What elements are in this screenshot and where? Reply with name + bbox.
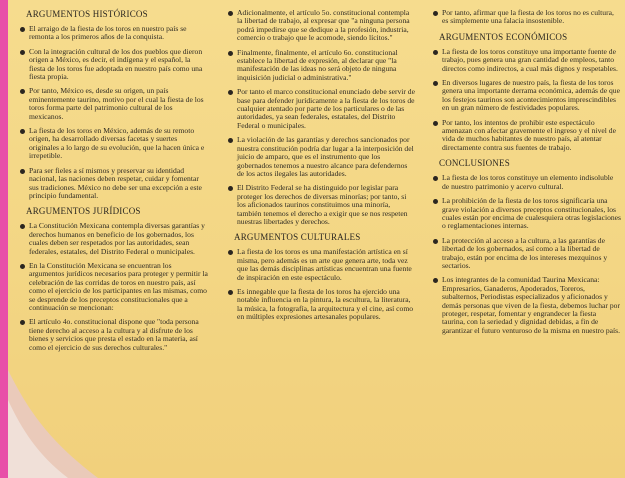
heading-historicos: ARGUMENTOS HISTÓRICOS: [26, 9, 148, 19]
bullet-icon: [20, 89, 25, 94]
list-item: Por tanto, México es, desde su origen, un país eminentemente taurino, motivo por el cual la fiesta de los toros forma parte del patrimonio cultural de los mexicanos.: [18, 87, 208, 121]
bullet-icon: [20, 50, 25, 55]
list-item: La protección al acceso a la cultura, a las garantías de libertad de los gobernados, así como a la libertad de trabajo, están por encima de los intereses mezquinos y sectarios.: [431, 237, 621, 271]
list-conclusiones: [431, 174, 621, 335]
bullet-icon: [433, 81, 438, 86]
heading-culturales: ARGUMENTOS CULTURALES: [234, 232, 361, 243]
bullet-icon: [228, 250, 233, 255]
list-economicos: [431, 48, 621, 152]
bullet-icon: [20, 224, 25, 229]
bullet-icon: [20, 27, 25, 32]
list-item: Es innegable que la fiesta de los toros ha ejercido una notable influencia en la pintura, la escultura, la literatura, la música, la fotografía, la arquitectura y el cine, así como en múltiples expresiones artesanales populares.: [226, 288, 416, 322]
list-item: Adicionalmente, el artículo 5o. constitucional contempla la libertad de trabajo, al expresar que "a ninguna persona podrá impedirse que se dedique a la profesión, industria, comercio o trabajo que le acomode, siendo lícitos.": [226, 9, 416, 43]
bullet-icon: [433, 121, 438, 126]
list-item: Por tanto, los intentos de prohibir este espectáculo amenazan con afectar gravemente el ingreso y el nivel de vida de muchos habitantes de nuestro país, al atentar directamente contra sus fuentes de trabajo.: [431, 119, 621, 153]
list-juridicos-cont: [226, 9, 416, 226]
bullet-icon: [228, 90, 233, 95]
bullet-icon: [228, 11, 233, 16]
bullet-icon: [433, 239, 438, 244]
list-item: El Distrito Federal se ha distinguido por legislar para proteger los derechos de diversas minorías; por tanto, si los aficionados taurinos constituimos una minoría, también tenemos el derecho a exigir que se nos respeten nuestras libertades y derechos.: [226, 184, 416, 226]
list-historicos: [18, 25, 208, 200]
heading-conclusiones: CONCLUSIONES: [439, 158, 510, 169]
list-culturales: [226, 248, 416, 321]
bullet-icon: [433, 176, 438, 181]
list-item: Con la integración cultural de los dos pueblos que dieron origen a México, es decir, el indígena y el español, la fiesta de los toros fue adoptada en nuestro país como una fiesta propia.: [18, 48, 208, 82]
list-item: Para ser fieles a sí mismos y preservar su identidad nacional, las naciones deben respetar, cuidar y fomentar sus tradiciones. México no debe ser una excepción a este principio fundamental.: [18, 167, 208, 201]
bullet-icon: [228, 138, 233, 143]
list-item: Por tanto, afirmar que la fiesta de los toros no es cultura, es simplemente una falacia insostenible.: [431, 9, 621, 26]
bullet-icon: [433, 11, 438, 16]
bullet-icon: [433, 199, 438, 204]
list-item: En diversos lugares de nuestro país, la fiesta de los toros genera una importante derrama económica, además de que los festejos taurinos son acontecimientos imprescindibles en un gran número de festividades populares.: [431, 79, 621, 113]
list-culturales-cont: [431, 9, 621, 26]
list-item: La fiesta de los toros constituye una importante fuente de trabajo, pues genera una gran cantidad de empleos, tanto directos como indirectos, a cual más dignos y respetables.: [431, 48, 621, 73]
list-item: El artículo 4o. constitucional dispone que "toda persona tiene derecho al acceso a la cultura y al disfrute de los bienes y servicios que presta el estado en la materia, así como el ejercicio de sus derechos culturales.": [18, 318, 208, 352]
bullet-icon: [433, 278, 438, 283]
list-item: La Constitución Mexicana contempla diversas garantías y derechos humanos en beneficio de los gobernados, los cuales deben ser respetados por las autoridades, sean federales, estatales, del Distrito Federal o municipales.: [18, 222, 208, 256]
list-item: La fiesta de los toros es una manifestación artística en sí misma, pero además es un arte que genera arte, toda vez que las demás disciplinas artísticas encuentran una fuente de inspiración en este espectáculo.: [226, 248, 416, 282]
bullet-icon: [228, 186, 233, 191]
bullet-icon: [228, 51, 233, 56]
list-juridicos: [18, 222, 208, 352]
list-item: En la Constitución Mexicana se encuentran los argumentos jurídicos necesarios para proteger y permitir la celebración de las corridas de toros en nuestro país, así como el ejercicio de los participantes en las mismas, como se desprende de los preceptos constitucionales que a continuación se mencionan:: [18, 262, 208, 312]
bullet-icon: [20, 129, 25, 134]
column-1: [18, 9, 208, 358]
list-item: La fiesta de los toros en México, además de su remoto origen, ha desarrollado diversas facetas y suertes originales a lo largo de su evolución, que la hacen única e irrepetible.: [18, 127, 208, 161]
list-item: Los integrantes de la comunidad Taurina Mexicana: Empresarios, Ganaderos, Apoderados, Toreros, subalternos, Periodistas especializados y aficionados y demás personas que viven de la fiesta, debemos luchar por proteger, respetar, fomentar y engrandecer la fiesta taurina, con la seriedad y dignidad debidas, a fin de garantizar el futuro venturoso de la misma en nuestro país.: [431, 276, 621, 335]
bullet-icon: [433, 50, 438, 55]
list-item: La prohibición de la fiesta de los toros significaría una grave violación a diversos preceptos constitucionales, los cuales están por encima de cualesquiera otras legislaciones o reglamentaciones internas.: [431, 197, 621, 231]
heading-juridicos: ARGUMENTOS JURÍDICOS: [26, 206, 141, 217]
list-item: La fiesta de los toros constituye un elemento indisoluble de nuestro patrimonio y acervo cultural.: [431, 174, 621, 191]
bullet-icon: [20, 264, 25, 269]
list-item: Finalmente, finalmente, el artículo 6o. constitucional establece la libertad de expresión, al declarar que "la manifestación de las ideas no será objeto de ninguna inquisición judicial o administrativa.": [226, 49, 416, 83]
pink-edge-stripe: [0, 0, 8, 478]
bullet-icon: [20, 169, 25, 174]
column-2: [226, 9, 416, 328]
column-3: [431, 9, 621, 341]
list-item: La violación de las garantías y derechos sancionados por nuestra constitución podría dar lugar a la interposición del juicio de amparo, que es el instrumento que los gobernados tenemos a nuestro alcance para defendernos de los actos ilegales las autoridades.: [226, 136, 416, 178]
bullet-icon: [20, 320, 25, 325]
heading-economicos: ARGUMENTOS ECONÓMICOS: [439, 31, 568, 42]
brochure-page: [8, 0, 625, 478]
bullet-icon: [228, 290, 233, 295]
list-item: Por tanto el marco constitucional enunciado debe servir de base para defender jurídicamente a la fiesta de los toros de cualquier atentado por parte de los particulares o de las autoridades, ya sean federales, estatales, del Distrito Federal o municipales.: [226, 88, 416, 130]
list-item: El arraigo de la fiesta de los toros en nuestro país se remonta a los primeros años de la conquista.: [18, 25, 208, 42]
